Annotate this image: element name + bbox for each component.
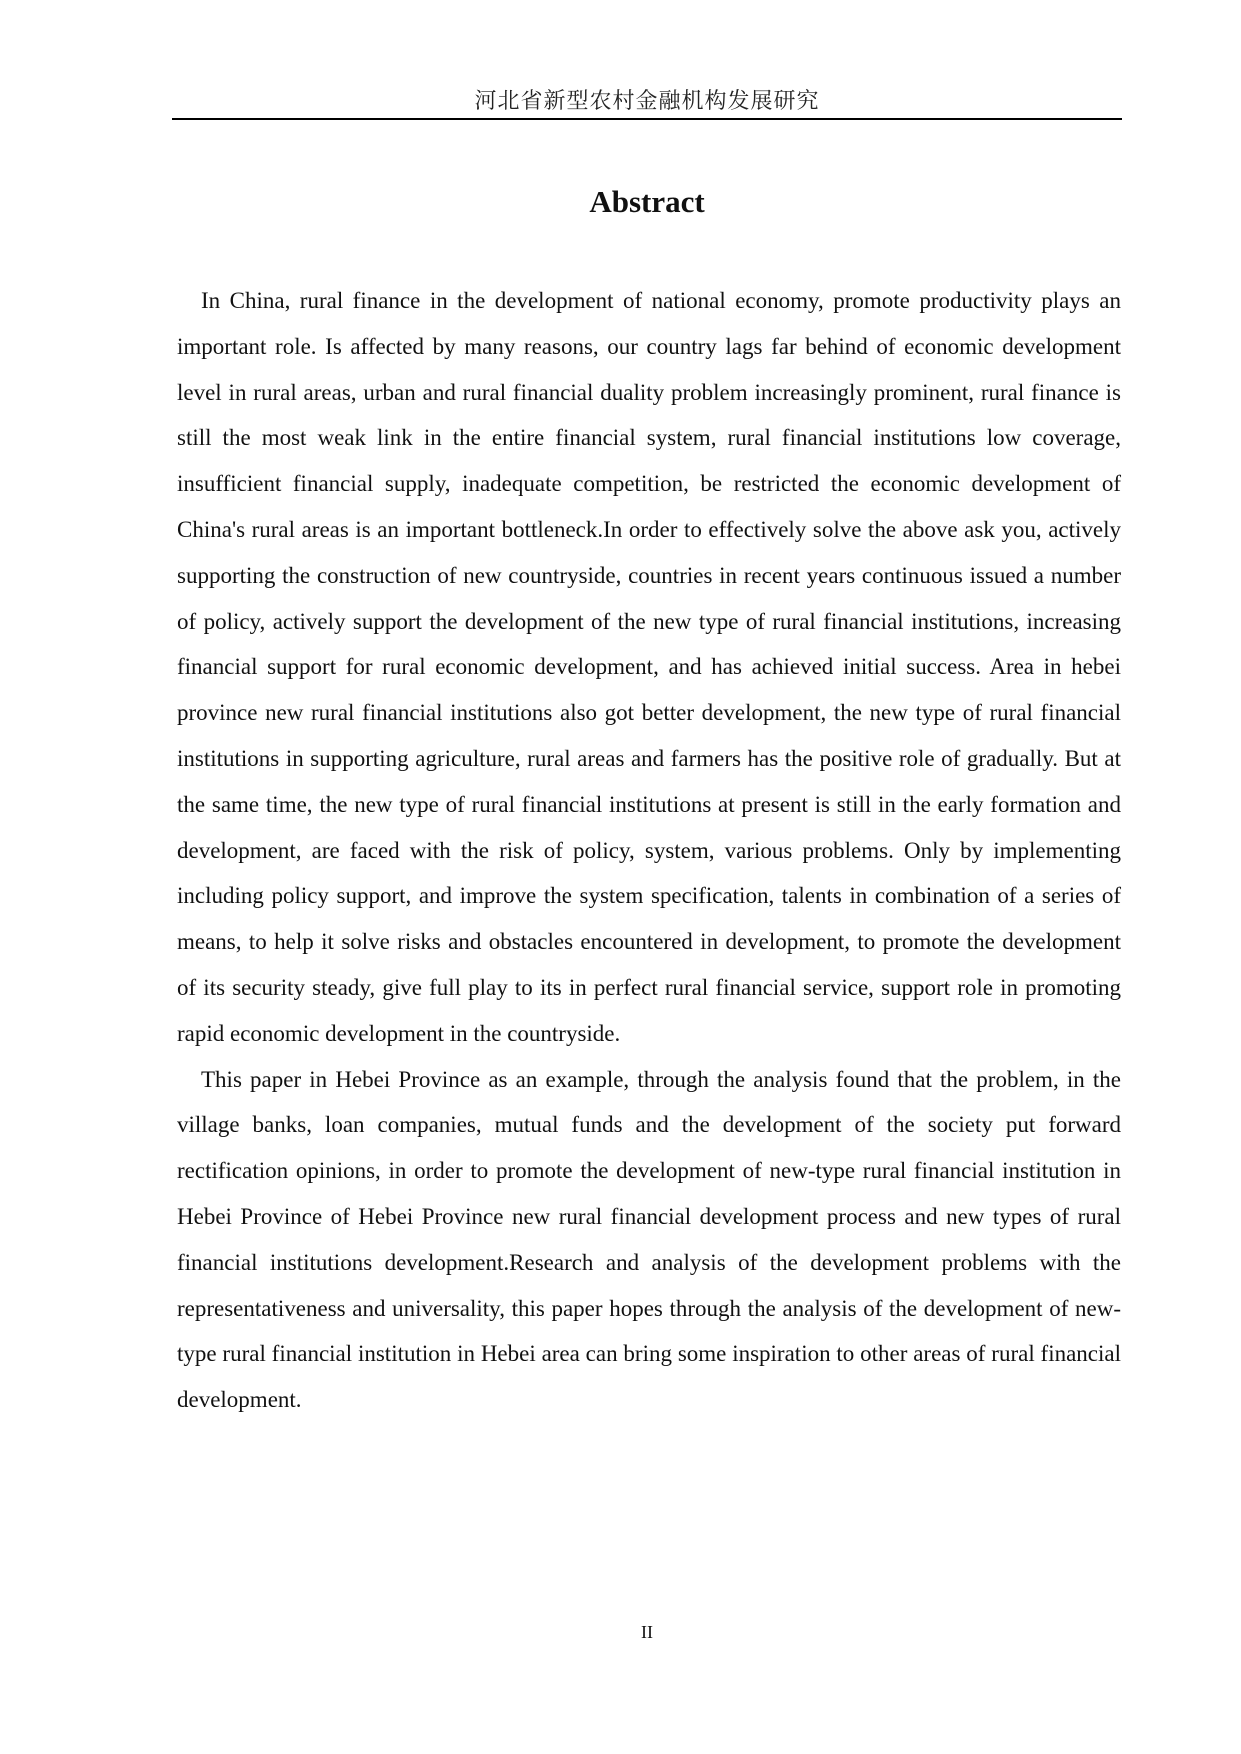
abstract-body [177, 278, 1121, 1423]
header-divider [172, 118, 1122, 120]
page-number: II [641, 1622, 653, 1642]
abstract-paragraph-2: This paper in Hebei Province as an example, through the analysis found that the problem, in the village banks, loan companies, mutual funds and the development of the society put forward rectification opinions, in order to promote the development of new-type rural financial institution in Hebei Province of Hebei Province new rural financial development process and new types of rural financial institutions development.Research and analysis of the development problems with the representativeness and universality, this paper hopes through the analysis of the development of new-type rural financial institution in Hebei area can bring some inspiration to other areas of rural financial development. [177, 1066, 1121, 1413]
abstract-paragraph-1: In China, rural finance in the development of national economy, promote productivity plays an important role. Is affected by many reasons, our country lags far behind of economic development level in rural areas, urban and rural financial duality problem increasingly prominent, rural finance is still the most weak link in the entire financial system, rural financial institutions low coverage, insufficient financial supply, inadequate competition, be restricted the economic development of China's rural areas is an important bottleneck.In order to effectively solve the above ask you, actively supporting the construction of new countryside, countries in recent years continuous issued a number of policy, actively support the development of the new type of rural financial institutions, increasing financial support for rural economic development, and has achieved initial success. Area in hebei province new rural financial institutions also got better development, the new type of rural financial institutions in supporting agriculture, rural areas and farmers has the positive role of gradually. But at the same time, the new type of rural financial institutions at present is still in the early formation and development, are faced with the risk of policy, system, various problems. Only by implementing including policy support, and improve the system specification, talents in combination of a series of means, to help it solve risks and obstacles encountered in development, to promote the development of its security steady, give full play to its in perfect rural financial service, support role in promoting rapid economic development in the countryside. [177, 288, 1121, 1046]
running-header-title: 河北省新型农村金融机构发展研究 [474, 88, 820, 113]
abstract-title: Abstract [589, 184, 705, 219]
